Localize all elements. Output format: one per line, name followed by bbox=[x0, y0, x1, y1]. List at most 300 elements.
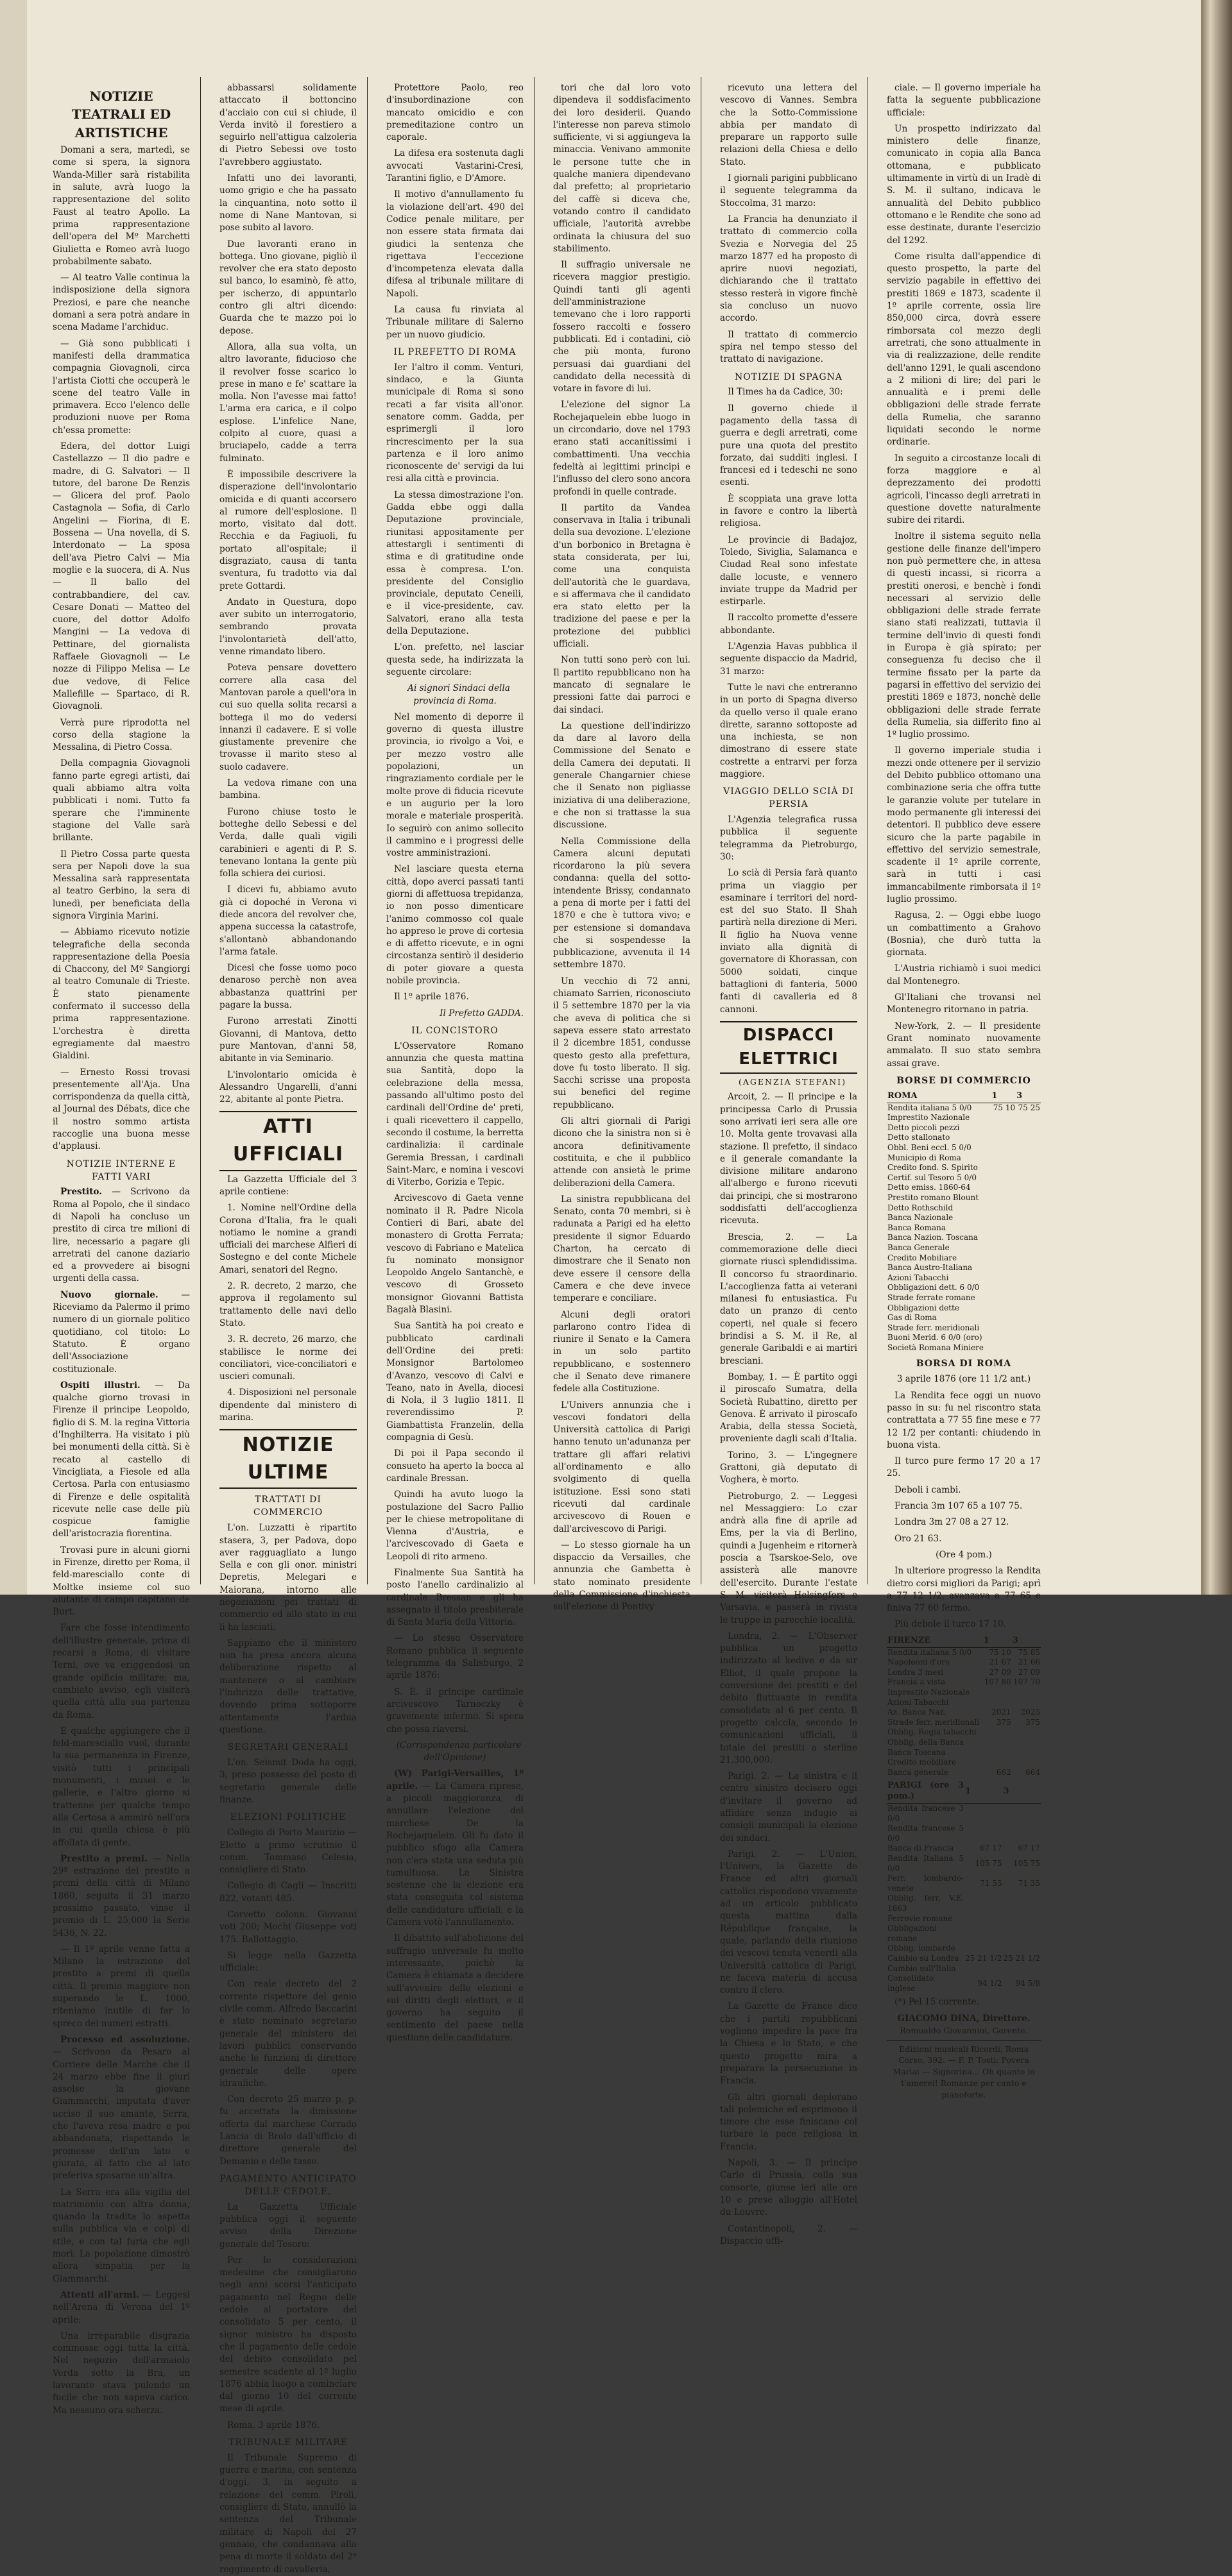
quote-label: Rendita italiana 5 0/0 bbox=[887, 1647, 972, 1657]
quote-label: Detto stallonato bbox=[887, 1133, 950, 1142]
paragraph: 4. Disposizioni nel personale dipendente dal ministero di marina. bbox=[219, 1387, 357, 1423]
table-row bbox=[887, 1343, 1041, 1353]
paragraph: Il trattato di commercio spira nel tempo stesso del trattato di navigazione. bbox=[720, 329, 857, 365]
quote-value: 71 35 bbox=[1018, 1879, 1040, 1888]
paragraph: Il governo chiede il pagamento della tassa di guerra e degli arretrati, come pure una quota del prestito forzato, dai sudditi inglesi. I francesi ed i tedeschi ne sono esenti. bbox=[720, 403, 857, 488]
quote-value: 664 bbox=[1025, 1767, 1040, 1777]
quote-value bbox=[1016, 1233, 1041, 1243]
column-5 bbox=[720, 82, 857, 2246]
column-4 bbox=[553, 82, 690, 1613]
section-title-latest-news: NOTIZIE ULTIME bbox=[219, 1429, 357, 1489]
paragraph: Tutte le navi che entreranno in un porto di Spagna diverso da quello verso il quale erano dirette, saranno sottoposte ad una inchiesta, se non dimostrano di essere state costrette a entrarvi per forza maggiore. bbox=[720, 682, 857, 780]
paragraph: L'Osservatore Romano annunzia che questa mattina sua Santità, dopo la celebrazione della messa, passando all'ultimo posto del cardinali dell'Ordine de' preti, i quali ricevettero il cappello, secondo il costume, la berretta cardinalizia: il cardinale Geremia Bressan, i cardinali Saint-Marc, e nomina i vescovi di Viterbo, Gorizia e Tepic. bbox=[386, 1040, 524, 1188]
table-row bbox=[887, 1303, 1041, 1314]
quote-value bbox=[1012, 1758, 1041, 1768]
quote-value: 2025 bbox=[1020, 1707, 1040, 1717]
paragraph: Alcuni degli oratori parlarono contro l'idea di riunire il Senato e la Camera in un solo partito repubblicano, e sostennero che il Senato deve rimanere fedele alla Costituzione. bbox=[553, 1309, 690, 1394]
table-header: 1 bbox=[991, 1090, 1016, 1103]
paragraph: 1. Nomine nell'Ordine della Corona d'Italia, fra le quali notiamo le nomine a grandi ufficiali dei marchese Alfieri di Sostegno e del conte Michele Amari, senatori del Regno. bbox=[219, 1203, 357, 1275]
news-lead: Attenti all'armi. bbox=[60, 2289, 139, 2300]
paragraph: Poteva pensare dovettero correre alla casa del Mantovan parole a quell'ora in cui suo quella solita recarsi a bottega il mo do vedersi innanzi il cadavere. E si volle giustamente prevenire che trovasse il marito steso al suolo cadavere. bbox=[219, 663, 357, 772]
paragraph: L'Univers annunzia che i vescovi fondatori della Università cattolica di Parigi hanno tenuto un'adunanza per trattare gli affari relativi all'ordinamento e allo svolgimento di quella istituzione. Essi sono stati ricevuti dal cardinale arcivescovo di Rouen e dall'arcivescovo di Parigi. bbox=[553, 1400, 690, 1534]
news-item bbox=[53, 1853, 190, 1940]
quote-value bbox=[1016, 1273, 1041, 1284]
paragraph: Con decreto 25 marzo p. p. fu accettata la dimissione offerta dal marchese Corrado Lancia di Brolo dall'ufficio di direttore generale del Demanio e delle tasse. bbox=[219, 2094, 357, 2167]
book-spine bbox=[1201, 0, 1232, 1595]
quote-value bbox=[991, 1163, 1016, 1173]
news-body: — Scrivono da Roma al Popolo, che il sindaco di Napoli ha concluso un prestito di circa tre milioni di lire, necessario a pagare gli arretrati del canone daziario ed a provvedere ai bisogni urgenti della cassa. bbox=[53, 1187, 190, 1284]
quote-value: 27 09 bbox=[989, 1667, 1011, 1677]
paragraph: Il motivo d'annullamento fu la violazione dell'art. 490 del Codice penale militare, per non essere stata firmata dai giudici la sentenza che rigettava l'eccezione d'incompetenza elevata dalla difesa al tribunale militare di Napoli. bbox=[386, 189, 524, 299]
subheading: TRATTATI DI COMMERCIO bbox=[253, 1495, 323, 1518]
paragraph: Londra 3m 27 08 a 27 12. bbox=[894, 1517, 1009, 1528]
subheading: IL PREFETTO DI ROMA bbox=[393, 346, 517, 357]
paragraph: tori che dal loro voto dipendeva il soddisfacimento dei loro desiderii. Quando l'interesse non pareva stimolo sufficiente, vi si aggiungeva la minaccia. Venivano ammonite le persone tutte che in qualche maniera dipendevano dal prefetto; al proprietario del caffè si diceva che, votando contro il candidato ufficiale, l'autorità avrebbe ordinata la chiusura del suo stabilimento. bbox=[553, 83, 690, 254]
paragraph: Nel momento di deporre il governo di questa illustre provincia, io rivolgo a Voi, e per mezzo vostro alle popolazioni, un ringraziamento cordiale per le molte prove di fiducia ricevute e un augurio per la loro morale e materiale prosperità. Io seguirò con animo sollecito il cammino e i progressi delle vostre amministrazioni. bbox=[386, 711, 524, 859]
dispatch: Parigi, 2. — La sinistra e il centro sinistro decisero oggi d'invitare il governo ad affidare senza indugio ai consigli municipali la elezione dei sindaci. bbox=[720, 1771, 857, 1843]
table-header: ROMA bbox=[887, 1090, 991, 1103]
paragraph: Collegio di Porto Maurizio — Eletto a primo scrutinio il comm. Tommaso Celesia, consigliere di Stato. bbox=[219, 1827, 357, 1876]
table-row bbox=[887, 1727, 1041, 1738]
quote-label: Francia a vista bbox=[887, 1677, 946, 1687]
paragraph: Trovasi pure in alcuni giorni in Firenze, diretto per Roma, il feld-maresciallo conte di Moltke insieme col suo aiutante di campo capitano de Burt. bbox=[53, 1545, 190, 1618]
paragraph: Il governo imperiale studia i mezzi onde ottenere per il servizio del Debito pubblico ottomano una combinazione seria che offra tutte le garanzie volute per tutelare in modo permanente gli interessi dei detentori. Il pubblico deve essere sicuro che la parte pagabile in effettivo del servizio semestrale, scadente il 1º aprile corrente, sarà in tutti i casi immancabilmente rimborsata il 1º luglio prossimo. bbox=[887, 745, 1041, 904]
paragraph: Fare che fosse intendimento dell'illustre generale, prima di recarsi a Roma, di visitare Terni, ove va eriggendosi un grande opificio militare; ma, cambiato avviso, egli visiterà quella città alla sua partenza da Roma. bbox=[53, 1623, 190, 1720]
quote-label: Banca Nazion. Toscana bbox=[887, 1233, 978, 1242]
table-header: FIRENZE bbox=[887, 1635, 982, 1647]
quote-value bbox=[1016, 1253, 1041, 1264]
paragraph: Domani a sera, martedì, se come si spera, la signora Wanda-Miller sarà ristabilita in salute, avrà luogo la rappresentazione del solito Faust al teatro Apollo. La prima rappresentazione dell'opera del Mº Marchetti Giulietta e Romeo avrà luogo probabilmente sabato. bbox=[53, 145, 190, 267]
quote-value bbox=[1012, 1727, 1041, 1738]
news-lead: Processo ed assoluzione. bbox=[60, 2034, 190, 2045]
quote-value bbox=[991, 1343, 1016, 1353]
table-row bbox=[887, 1738, 1041, 1748]
paragraph: Oro 21 63. bbox=[894, 1533, 942, 1544]
quote-value bbox=[964, 1894, 1002, 1913]
quote-value bbox=[982, 1738, 1011, 1748]
paragraph: La vedova rimane con una bambina. bbox=[219, 778, 357, 801]
quote-value bbox=[1003, 1894, 1041, 1913]
column-3 bbox=[386, 82, 524, 2043]
paragraph: Deboli i cambi. bbox=[894, 1484, 961, 1495]
paragraph: ricevuto una lettera del vescovo di Vannes. Sembra che la Sotto-Commissione abbia per mandato di preparare un rapporto sulle relazioni della Chiesa e dello Stato. bbox=[720, 83, 857, 167]
table-row bbox=[887, 1123, 1041, 1133]
quote-value bbox=[991, 1253, 1016, 1264]
paragraph: Edera, del dottor Luigi Castellazzo — Il dio padre e madre, di G. Salvatori — Il tutore, del barone De Renzis — Glicera del prof. Paolo Castagnola — Sofia, di Carlo Angelini — Fiorina, di E. Bossena — Una novella, di S. Interdonato — La sposa dell'ava Pietro Calvi — Mia moglie e la suocera, di A. Nus — Il ballo del contrabbandiere, del cav. Cesare Donati — Matteo del cuore, del dottor Adolfo Mangini — La vedova di Pettinare, del giornalista Raffaele Giovagnoli — Le nozze di Filippo Melisa — Le due vedove, di Felice Mallefille — Spartaco, di R. Giovagnoli. bbox=[53, 441, 190, 712]
paragraph: Nel lasciare questa eterna città, dopo averci passati tanti giorni di affettuosa trepidanza, io non posso dimenticare l'animo commosso col quale ho appreso le prove di cortesia e di affetto ricevute, e in ogni circostanza sentirò il desiderio di poter giovare a questa nobile provincia. bbox=[386, 864, 524, 987]
quote-value bbox=[1003, 1914, 1041, 1924]
dispatch: Arcoit, 2. — Il principe e la principessa Carlo di Prussia sono arrivati ieri sera alle ore 10. Molta gente trovavasi alla stazione. Il prefetto, il sindaco e il generale comandante la divisione militare andarono all'albergo e furono ricevuti dai principi, che si mostrarono soddisfatti dell'accoglienza ricevuta. bbox=[720, 1092, 857, 1226]
subheading: TRIBUNALE MILITARE bbox=[228, 2437, 348, 2448]
section-title-internal-news: NOTIZIE INTERNE E FATTI VARI bbox=[66, 1158, 176, 1182]
paragraph: Allora, alla sua volta, un altro lavorante, fiducioso che il revolver fosse scarico lo prese in mano e fe' scattare la molla. Non l'avesse mai fatto! L'arma era carica, e il colpo esplose. L'infelice Nane, colpito al cuore, quasi a bruciapelo, cadde a terra fulminato. bbox=[219, 341, 357, 464]
quote-value: 375 bbox=[1025, 1717, 1040, 1727]
column-6 bbox=[887, 82, 1041, 2099]
paragraph: È scoppiata una grave lotta in favore e contro la libertà religiosa. bbox=[720, 493, 857, 529]
quote-value bbox=[991, 1223, 1016, 1233]
quote-label: Banca di Francia bbox=[887, 1843, 954, 1853]
dispatch: Torino, 3. — L'ingegnere Grattoni, già deputato di Voghera, è morto. bbox=[720, 1450, 857, 1486]
quote-value bbox=[964, 1804, 1002, 1824]
quote-label: Detto Rothschild bbox=[887, 1203, 954, 1212]
paragraph: L'on. Seismit Doda ha oggi, 3, preso possesso del posto di segretario generale delle finanze. bbox=[219, 1758, 357, 1806]
quote-label: Imprestito Nazionale bbox=[887, 1113, 970, 1123]
paragraph: (*) Pel 15 corrente. bbox=[894, 1997, 980, 2008]
quote-label: Obbligazioni romane bbox=[887, 1924, 937, 1943]
paragraph: Della compagnia Giovagnoli fanno parte egregi artisti, dai quali abbiamo altra volta pubblicati i nomi. Tutto fa sperare che l'imminente stagione del Valle sarà brillante. bbox=[53, 758, 190, 843]
paragraph: In ulteriore progresso la Rendita dietro corsi migliori da Parigi; aprì a 77 12 1/2, avanzava a 77 65 e finiva 77 60 fermo. bbox=[887, 1566, 1041, 1614]
dispatch: Parigi, 2. — L'Union, l'Univers, la Gazette de France ed altri giornali cattolici rispondono vivamente ad un articolo pubblicato questa mattina dalla République française, la quale, parlando della riunione dei vescovi tenuta venerdì alla Università cattolica di Parigi, ne faceva materia di accusa contro il clero. bbox=[720, 1849, 857, 1996]
news-item bbox=[53, 1380, 190, 1541]
table-header: 3 bbox=[1003, 1780, 1041, 1803]
quote-value bbox=[1016, 1163, 1041, 1173]
paragraph: Ier l'altro il comm. Venturi, sindaco, e la Giunta municipale di Roma si sono recati a far visita all'onor. senatore comm. Gadda, per esprimergli il loro rincrescimento per la sua partenza e il loro animo riconoscente de' servigi da lui resi alla città e provincia. bbox=[386, 362, 524, 484]
paragraph: Nella Commissione della Camera alcuni deputati ricordarono la più severa condanna: quella del sotto-intendente Brissy, condannato a pena di morte per i fatti del 1870 e che è tuttora vivo; e per estensione si domandava che si sospendesse la pubblicazione, avvenuta il 14 settembre 1870. bbox=[553, 836, 690, 970]
table-row bbox=[887, 1323, 1041, 1334]
paragraph: I dicevi fu, abbiamo avuto già ci dopoché in Verona vi diede ancora del revolver che, appena successa la catastrofe, s'allontanò abbandonando l'arma fatale. bbox=[219, 885, 357, 957]
quote-value: 662 bbox=[996, 1767, 1011, 1777]
dispatch: Brescia, 2. — La commemorazione delle dieci giornate riuscì splendidissima. Il concorso fu straordinario. L'accoglienza fatta ai veterani milanesi fu entusiastica. Fu dato un pranzo di cento coperti, nel quale si fecero brindisi a S. M. il Re, al generale Garibaldi e ai martiri bresciani. bbox=[720, 1232, 857, 1366]
quote-value bbox=[991, 1333, 1016, 1343]
quote-value: 2021 bbox=[991, 1707, 1011, 1717]
news-item bbox=[53, 2034, 190, 2183]
quote-value bbox=[991, 1323, 1016, 1334]
quote-label: Ferrovie romane bbox=[887, 1913, 953, 1923]
table-row bbox=[887, 1964, 1041, 1974]
subheading: PAGAMENTO ANTICIPATO DELLE CEDOLE. bbox=[219, 2173, 357, 2197]
paragraph: Andato in Questura, dopo aver subito un interrogatorio, sembrando provata l'involontarietà dell'atto, venne rimandato libero. bbox=[219, 597, 357, 657]
paragraph: Si legge nella Gazzetta ufficiale: bbox=[219, 1950, 357, 1974]
column-2 bbox=[219, 82, 357, 2575]
quote-value bbox=[982, 1748, 1011, 1758]
quote-label: Obblig. lombarde bbox=[887, 1944, 955, 1953]
table-row bbox=[887, 1944, 1041, 1954]
quote-value bbox=[1016, 1153, 1041, 1164]
table-row bbox=[887, 1213, 1041, 1223]
dispatch: Gli altri giornali deplorano tali polemiche ed esprimono il timore che esse finiscano col turbare la pace religiosa in Francia. bbox=[720, 2092, 857, 2152]
quote-label: Strade ferr. meridionali bbox=[887, 1717, 980, 1727]
table-row bbox=[887, 1874, 1041, 1894]
quote-value bbox=[1012, 1738, 1041, 1748]
paragraph: Infatti uno dei lavoranti, uomo grigio e che ha passato la cinquantina, noto sotto il nome di Nane Mantovan, si pose subito al lavoro. bbox=[219, 173, 357, 233]
subheading: NOTIZIE DI SPAGNA bbox=[734, 371, 843, 382]
paragraph: New-York, 2. — Il presidente Grant nominato nuovamente ammalato. Il suo stato sembra assai grave. bbox=[887, 1021, 1041, 1069]
table-row bbox=[887, 1293, 1041, 1303]
table-row bbox=[887, 1698, 1041, 1708]
paragraph: — Al teatro Valle continua la indisposizione della signora Preziosi, e pare che neanche domani a sera potrà andare in scena Madame l'archiduc. bbox=[53, 273, 190, 333]
table-row bbox=[887, 1263, 1041, 1273]
quote-label: Gas di Roma bbox=[887, 1313, 937, 1323]
paragraph: La questione dell'indirizzo da dare al lavoro della Commissione del Senato e della Camera dei deputati. Il generale Changarnier chiese che il Senato non pigliasse iniziativa di una deliberazione, e che non si trattasse la sua discussione. bbox=[553, 720, 690, 831]
paragraph: Il Pietro Cossa parte questa sera per Napoli dove la sua Messalina sarà rappresentata al teatro Gerbino, la sera di lunedì, per beneficiata della signora Virginia Marini. bbox=[53, 849, 190, 921]
quote-value bbox=[1016, 1303, 1041, 1314]
quote-label: Rendita francese 5 0/0 bbox=[887, 1824, 964, 1843]
paragraph: Più debole il turco 17 10. bbox=[894, 1619, 1007, 1630]
quote-value bbox=[1016, 1173, 1041, 1183]
column-rule bbox=[200, 77, 201, 1584]
parigi-quotes-table bbox=[887, 1780, 1041, 1994]
quote-label: Municipio di Roma bbox=[887, 1153, 961, 1162]
column-rule bbox=[367, 77, 368, 1584]
paragraph: (Ore 4 pom.) bbox=[936, 1549, 992, 1560]
table-row bbox=[887, 1854, 1041, 1874]
quote-label: Detto emiss. 1860-64 bbox=[887, 1183, 971, 1192]
table-row bbox=[887, 1677, 1041, 1688]
paragraph: Francia 3m 107 65 a 107 75. bbox=[894, 1501, 1023, 1512]
quote-value bbox=[991, 1233, 1016, 1243]
table-row bbox=[887, 1283, 1041, 1293]
quote-value: 21 66 bbox=[1018, 1657, 1040, 1667]
paragraph: Per le considerazioni medesime che consigliarono negli anni scorsi l'anticipato pagamento nel Regno delle cedole al portatore del consolidato 5 per cento, il signor ministro ha disposto che il pagamento delle cedole del debito consolidato pel semestre scadente al 1º luglio 1876 abbia luogo a cominciare dal giorno 10 del corrente mese di aprile. bbox=[219, 2255, 357, 2414]
quote-value bbox=[991, 1113, 1016, 1123]
table-row bbox=[887, 1974, 1041, 1994]
paragraph: Lo scià di Persia farà quanto prima un viaggio per esaminare i territori del nord-est del suo Stato. Il Shah partirà nella direzione di Meri. Il figlio ha Nuova venne inviato alla dignità di governatore di Khorassan, con 5000 soldati, cinque battaglioni di fanteria, 5000 fanti di cavalleria ed 8 cannoni. bbox=[720, 868, 857, 1015]
subheading: SEGRETARI GENERALI bbox=[227, 1742, 349, 1753]
paragraph: Un vecchio di 72 anni, chiamato Sarrien, riconosciuto il 5 settembre 1870 per la via che aveva di politica che si sapeva essere stato arrestato il 2 dicembre 1851, condusse questo gesto alla prefettura, dove fu tosto liberato. Il sig. Sacchi scrisse una proposta sui benefici del regime repubblicano. bbox=[553, 976, 690, 1110]
paragraph: ciale. — Il governo imperiale ha fatta la seguente pubblicazione ufficiale: bbox=[887, 83, 1041, 118]
paragraph: La Serra era alla vigilia del matrimonio con altra donna, quando la tradita lo aspetta sulla pubblica via e colpì di stile, e con tal furia che egli morì. La popolazione dimostrò allora simpatia per la Giammarchi. bbox=[53, 2187, 190, 2284]
quote-label: Banca Generale bbox=[887, 1242, 950, 1252]
quote-value bbox=[1016, 1333, 1041, 1343]
table-header: 1 bbox=[982, 1635, 1011, 1647]
paragraph: Il Tribunale Supremo di guerra e marina, con sentenza d'oggi, 3, in seguito a relazione del comm. Piroli, consigliere di Stato, annullò la sentenza del Tribunale militare di Napoli del 27 gennaio, che condannava alla pena di morte il soldato del 2º reggimento di cavalleria, bbox=[219, 2452, 357, 2575]
quote-value bbox=[1003, 1964, 1041, 1974]
paragraph: Un prospetto indirizzato dal ministero delle finanze, comunicato in copia alla Banca ottomana, e pubblicato ultimamente in virtù di un Iradè di S. M. il sultano, indicava le annualità del Debito pubblico ottomano e le Rendite che sono ad esse destinate, durante l'esercizio del 1292. bbox=[887, 123, 1041, 246]
quote-value bbox=[1003, 1924, 1041, 1944]
quote-value bbox=[1016, 1223, 1041, 1233]
table-row bbox=[887, 1688, 1041, 1698]
quote-value bbox=[1016, 1123, 1041, 1133]
table-row bbox=[887, 1193, 1041, 1203]
paragraph: Il suffragio universale ne ricevera maggior prestigio. Quindi tanti gli agenti dell'amministrazione temevano che i loro rapporti fossero raccolti e fossero pubblicati. Ed i contadini, ciò che più monta, furono persuasi dai guardiani del candidato della necessità di votare in favore di lui. bbox=[553, 260, 690, 394]
paragraph: Sappiamo che il ministero non ha presa ancora alcuna deliberazione rispetto al mantenere o al cambiare l'indirizzo delle trattative, dovendo prima sottoporre attentamente l'ardua questione. bbox=[219, 1638, 357, 1735]
quote-label: Banca generale bbox=[887, 1767, 948, 1777]
paragraph: È impossibile descrivere la disperazione dell'involontario omicida e di quanti accorsero al rumore dell'esplosione. Il morto, visitato dal dott. Recchia e da Fagiuoli, fu portato all'ospitale; il disgraziato, causa di tanta sventura, fu tradotto via dal prete Gottardi. bbox=[219, 469, 357, 591]
paragraph: Corvetto colonn. Giovanni voti 200; Mochi Giuseppe voti 175. Ballottaggio. bbox=[219, 1909, 357, 1945]
firenze-quotes-table bbox=[887, 1635, 1041, 1778]
quote-value: 94 1/2 bbox=[977, 1978, 1002, 1988]
paragraph: 3. R. decreto, 26 marzo, che stabilisce le norme dei conciliatori, vice-conciliatori e uscieri comunali. bbox=[219, 1334, 357, 1382]
paragraph: La causa fu rinviata al Tribunale militare di Salerno per un nuovo giudicio. bbox=[386, 305, 524, 340]
masthead-credits bbox=[887, 2013, 1041, 2037]
paragraph: — Il 1º aprile venne fatta a Milano la estrazione del prestito a premi di quella città. Il premio maggiore non superando le L. 1000, riteniamo inutile di far lo spreco dei numeri estratti. bbox=[53, 1944, 190, 2029]
news-body: — La Camera riprese, a piccoli maggioranza, di annullare l'elezione del marchese De la Rochejaquelein. Gli fu dato il pubblico sfogo alla Camera non c'era stata una seduta più tumultuosa. La Sinistra sostenne che la elezione era stata conseguita col sistema delle candidature ufficiali, e la Camera votò l'annullamento. bbox=[386, 1781, 524, 1928]
agency-label: (AGENZIA STEFANI) bbox=[739, 1076, 846, 1087]
quote-value bbox=[991, 1273, 1016, 1284]
quote-label: Imprestito Nazionale bbox=[887, 1687, 970, 1697]
quote-label: Obbligazioni dette bbox=[887, 1303, 960, 1312]
quote-value bbox=[1016, 1183, 1041, 1193]
paragraph: S. E. il principe cardinale arcivescovo Tarnoczky è gravemente infermo. Si spera che possa riaversi. bbox=[386, 1686, 524, 1734]
quote-label: Az. Banca Naz. bbox=[887, 1707, 946, 1717]
paragraph: abbassarsi solidamente attaccato il bottoncino d'acciaio con cui si chiude, il Verda invitò il forestiero a seguirlo nell'attigua calzoleria di Pietro Sebessi ove tosto l'avrebbero aggiustato. bbox=[219, 83, 357, 167]
quote-value: 71 55 bbox=[980, 1879, 1002, 1888]
paragraph: Il raccolto promette d'essere abbondante. bbox=[720, 613, 857, 636]
news-lead: Prestito. bbox=[60, 1187, 102, 1198]
table-row bbox=[887, 1718, 1041, 1728]
paragraph: Dicesi che fosse uomo poco denaroso perchè non avea abbastanza quattrini per pagare la bussa. bbox=[219, 963, 357, 1011]
table-row bbox=[887, 1748, 1041, 1758]
quote-value bbox=[991, 1133, 1016, 1143]
paragraph: Come risulta dall'appendice di questo prospetto, la parte del servizio pagabile in effettivo dei prestiti 1869 e 1873, scadente il 1º aprile corrente, ossia lire 850,000 circa, dovrà essere rimborsata col mezzo degli arretrati, che sono attualmente in via di realizzazione, delle rendite dell'anno 1291, le quali ascendono a 2 milioni di lire; del pari le annualità e i premi delle obbligazioni delle strade ferrate della Rumelia, che saranno liquidati secondo le norme ordinarie. bbox=[887, 251, 1041, 448]
quote-label: Obbligazioni dett. 6 0/0 bbox=[887, 1283, 980, 1292]
subheading: IL CONCISTORO bbox=[411, 1025, 499, 1036]
paragraph: Verrà pure riprodotta nel corso della stagione la Messalina, di Pietro Cossa. bbox=[53, 717, 190, 753]
table-row bbox=[887, 1843, 1041, 1854]
quote-label: Prestito romano Blount bbox=[887, 1192, 979, 1202]
table-row bbox=[887, 1163, 1041, 1173]
manager-name: Romualdo Giovannini, Gerente. bbox=[900, 2025, 1028, 2035]
quote-label: Credito Mobiliare bbox=[887, 1253, 957, 1262]
quote-value bbox=[991, 1143, 1016, 1153]
table-row bbox=[887, 1133, 1041, 1143]
quote-value bbox=[1016, 1143, 1041, 1153]
quote-value bbox=[1003, 1824, 1041, 1843]
column-1 bbox=[53, 82, 191, 2416]
table-row bbox=[887, 1243, 1041, 1253]
paragraph: Gli altri giornali di Parigi dicono che la sinistra non si è ancora definitivamente costituita, e che il pubblico attende con ansietà le prime deliberazioni della Camera. bbox=[553, 1116, 690, 1189]
quote-value bbox=[991, 1153, 1016, 1164]
section-title-stock-exchange: BORSE DI COMMERCIO bbox=[896, 1075, 1031, 1086]
quote-label: Obblig. Regia tabacchi bbox=[887, 1727, 977, 1737]
quote-value bbox=[1016, 1263, 1041, 1273]
paragraph: (Corrispondenza particolare dell'Opinione) bbox=[396, 1740, 522, 1763]
quote-value: 105 75 bbox=[975, 1858, 1002, 1868]
column-rule bbox=[534, 77, 535, 1584]
table-row bbox=[887, 1113, 1041, 1123]
news-body: — Nella 29ª estrazione del prestito a premi della città di Milano 1860, seguita il 31 marzo prossimo passato, vinse il premio di L. 25,000 la Serie 5436, N. 22. bbox=[53, 1853, 191, 1938]
paragraph: Il dibattito sull'abolizione del suffragio universale fu molto interessante, poichè la Camera è chiamata a decidere sull'avvenire delle elezioni e sui diritti degli elettori, e il governo ha seguito il sentimento del paese nella questione delle candidature. bbox=[386, 1933, 524, 2043]
quote-value: 107 80 bbox=[984, 1677, 1011, 1687]
paragraph: L'on. Luzzatti è ripartito stasera, 3, per Padova, dopo aver ragguagliato a lungo Sella e con gli onor. ministri Depretis, Melegari e Maiorana, intorno alle negoziazioni pei trattati di commercio ed allo stato in cui li ha lasciati. bbox=[219, 1523, 357, 1632]
quote-label: Ferr. lombardo-venete bbox=[887, 1874, 964, 1893]
quote-value bbox=[1016, 1213, 1041, 1223]
paragraph: Collegio di Cagli — Inscritti 822, votanti 485. bbox=[219, 1881, 357, 1904]
quote-label: Strade ferrate romane bbox=[887, 1292, 975, 1302]
quote-value bbox=[1016, 1243, 1041, 1253]
news-lead: Nuovo giornale. bbox=[60, 1289, 158, 1300]
quote-value: 75 10 bbox=[993, 1103, 1016, 1112]
table-header: 1 bbox=[964, 1780, 1002, 1803]
quote-value: 25 21 1/2 bbox=[965, 1953, 1002, 1963]
quote-value bbox=[991, 1173, 1016, 1183]
paragraph: Ragusa, 2. — Oggi ebbe luogo un combattimento a Grahovo (Bosnia), che durò tutta la giornata. bbox=[887, 910, 1041, 958]
table-row bbox=[887, 1894, 1041, 1913]
quote-value bbox=[964, 1824, 1002, 1843]
paragraph: — Ernesto Rossi trovasi presentemente all'Aja. Una corrispondenza da quella città, al Journal des Débats, dice che il nostro sommo artista raccoglie una buona messe d'applausi. bbox=[53, 1067, 190, 1152]
paragraph: La difesa era sostenuta dagli avvocati Vastarini-Cresi, Tarantini figlio, e D'Amore. bbox=[386, 148, 524, 184]
page-left-edge bbox=[0, 0, 27, 1595]
quote-value: 94 5/8 bbox=[1015, 1978, 1040, 1988]
paragraph: La sinistra repubblicana del Senato, conta 70 membri, si è radunata a Parigi ed ha eletto presidente il signor Eduardo Charton, ha cercato di dimostrare che il Senato non deve essere il censore della Camera e che deve invece temperare e conciliare. bbox=[553, 1194, 690, 1304]
paragraph: La stessa dimostrazione l'on. Gadda ebbe oggi dalla Deputazione provinciale, riunitasi appositamente per attestargli i sentimenti di stima e di gratitudine onde essa è compresa. L'on. presidente del Consiglio provinciale, deputato Ceneili, e il vice-presidente, cav. Salvatori, erano alla testa della Deputazione. bbox=[386, 489, 524, 637]
quote-value: 75 25 bbox=[1018, 1103, 1040, 1112]
table-row bbox=[887, 1153, 1041, 1164]
paragraph: 2. R. decreto, 2 marzo, che approva il regolamento sul trattamento delle navi dello Stato. bbox=[219, 1281, 357, 1328]
quote-value bbox=[991, 1293, 1016, 1303]
paragraph: Il Times ha da Cadice, 30: bbox=[728, 387, 843, 398]
paragraph: Non tutti sono però con lui. Il partito repubblicano non ha mancato di segnalare le pressioni fatte dai parroci e dai sindaci. bbox=[553, 655, 690, 715]
news-item bbox=[386, 1768, 524, 1929]
table-row bbox=[887, 1273, 1041, 1284]
quote-label: Londra 3 mesi bbox=[887, 1667, 944, 1677]
table-row bbox=[887, 1103, 1041, 1113]
paragraph: Il turco pure fermo 17 20 a 17 25. bbox=[887, 1456, 1041, 1479]
paragraph: Furono arrestati Zinotti Giovanni, di Mantova, detto pure Mantovan, d'anni 58, abitante in via Seminario. bbox=[219, 1016, 357, 1064]
quote-label: Obblig. della Banca bbox=[887, 1737, 964, 1747]
quote-label: Banca Nazionale bbox=[887, 1213, 954, 1223]
dispatch: Pietroburgo, 2. — Leggesi nel Messaggiero: Lo czar andrà alla fine di aprile ad Ems, per la via di Berlino, quindi a Jugenheim e ritornerà poscia a Tsarskoe-Selo, ove assisterà alle manovre dell'esercito. Durante l'estate S. M. visiterà Helsingfors e Varsavia, e passerà in rivista le truppe in parecchie località. bbox=[720, 1491, 857, 1625]
paragraph: Furono chiuse tosto le botteghe dello Sebessi e del Verda, dalle quali vigili carabinieri e agenti di P. S. tenevano lontana la gente più folla schiera dei curiosi. bbox=[219, 806, 357, 879]
quote-value: 105 75 bbox=[1013, 1858, 1040, 1868]
paragraph: L'Agenzia telegrafica russa pubblica il seguente telegramma da Pietroburgo, 30: bbox=[720, 815, 857, 862]
news-body: — Da qualche giorno trovasi in Firenze il principe Leopoldo, figlio di S. M. la regina Vittoria d'Inghilterra. Ha visitato i più bei monumenti della città. Si è recato al castello di Vincigliata, a Fiesole ed alla Certosa. Parla con entusiasmo di Firenze e delle ospitalità ricevute nelle case delle più cospicue famiglie dell'aristocrazia fiorentina. bbox=[53, 1380, 190, 1539]
quote-value: 67 17 bbox=[980, 1843, 1002, 1853]
subheading: ELEZIONI POLITICHE bbox=[230, 1812, 346, 1823]
quote-value bbox=[964, 1944, 1002, 1954]
quote-value bbox=[964, 1914, 1002, 1924]
paragraph: L'on. prefetto, nel lasciar questa sede, ha indirizzata la seguente circolare: bbox=[386, 642, 524, 677]
quote-value bbox=[1012, 1688, 1041, 1698]
quote-value bbox=[991, 1283, 1016, 1293]
paragraph: Due lavoranti erano in bottega. Uno giovane, pigliò il revolver che era stato deposto sul banco, lo esaminò, fè atto, per ischerzo, di appuntarlo contro gli altri dicendo: Guarda che te mazzo poi lo depose. bbox=[219, 239, 357, 336]
table-row bbox=[887, 1758, 1041, 1768]
table-row bbox=[887, 1824, 1041, 1843]
paragraph: L'involontario omicida è Alessandro Ungarelli, d'anni 22, abitante al ponte Pietra. bbox=[219, 1069, 357, 1105]
paragraph: Una irreparabile disgrazia commosse oggi tutta la città. Nel negozio dell'armaiolo Verda sotto la Bra, un lavorante stava pulendo un fucile che non sapeva carico. Ma nessuno ora scherza. bbox=[53, 2330, 190, 2416]
table-row bbox=[887, 1804, 1041, 1824]
quote-value bbox=[1016, 1313, 1041, 1323]
quote-value bbox=[991, 1243, 1016, 1253]
paragraph: Quindi ha avuto luogo la postulazione del Sacro Pallio per le chiese metropolitane di Vienna d'Austria, e l'arcivescovado di Gaeta e Leopoli di rito armeno. bbox=[386, 1489, 524, 1562]
quote-label: Napoleoni d'oro bbox=[887, 1657, 950, 1667]
quote-label: Azioni Tabacchi bbox=[887, 1697, 949, 1707]
quote-value bbox=[1012, 1748, 1041, 1758]
paragraph: Finalmente Sua Santità ha posto l'anello cardinalizio al cardinale Bressan e gli ha assegnato il titolo presbiterale di Santa Maria della Vittoria. bbox=[386, 1568, 524, 1628]
dispatch: Napoli, 3. — Il principe Carlo di Prussia, colla sua consorte, giunse ieri alle ore 10 e prese alloggio all'Hotel du Louvre. bbox=[720, 2158, 857, 2218]
paragraph: La Rendita fece oggi un nuovo passo in su: fu nel riscontro stata contrattata a 77 55 fine mese e 77 12 1/2 per contanti: chiudendo in buona vista. bbox=[887, 1390, 1041, 1450]
quote-label: Credito mobiliare bbox=[887, 1758, 957, 1767]
quote-value: 21 67 bbox=[989, 1657, 1011, 1667]
quote-label: Rendita italiana 5 0/0 bbox=[887, 1103, 972, 1112]
roma-quotes-table bbox=[887, 1090, 1041, 1353]
subheading: VIAGGIO DELLO SCIÀ DI PERSIA bbox=[723, 786, 854, 810]
quote-label: Cambio sull'Italia bbox=[887, 1963, 956, 1973]
quote-label: Azioni Tabacchi bbox=[887, 1273, 949, 1282]
paragraph: Arcivescovo di Gaeta venne nominato il R. Padre Nicola Contieri di Bari, abate del monastero di Grotta Ferrata; vescovo di Fabriano e Matelica fu nominato monsignor Leopoldo Angelo Santanchè, e vescovo di Grosseto monsignor Giovanni Battista Bagalà Blasini. bbox=[386, 1193, 524, 1316]
quote-value bbox=[1016, 1113, 1041, 1123]
paragraph: Con reale decreto del 2 corrente rispettore del genio civile comm. Alfredo Baccarini è stato nominato segretario generale del ministero dei lavori pubblici conservando anche le funzioni di direttore generale delle opere idrauliche. bbox=[219, 1979, 357, 2089]
paragraph: E qualche aggiungere che il feld-maresciallo vuol, durante la sua permanenza in Firenze, visitò tutti i principali monumenti, i musei e le gallerie, e l'altro giorno si trattenne per qualche tempo alla Certosa a ammirò nell'ora in cui quella chiesa è più affollata di gente. bbox=[53, 1725, 190, 1848]
paragraph: Il 1º aprile 1876. bbox=[394, 992, 469, 1003]
news-lead: Prestito a premi. bbox=[60, 1853, 148, 1864]
quote-value: 25 21 1/2 bbox=[1003, 1953, 1040, 1963]
paragraph: L'elezione del signor La Rochejaquelein ebbe luogo in un circondario, dove nel 1793 erano stati accanitissimi i combattimenti. Una vecchia fedeltà ai legittimi principi e l'influsso del clero sono ancora profondi in quelle contrade. bbox=[553, 400, 690, 497]
paragraph: Protettore Paolo, reo d'insubordinazione con mancato omicidio e con premeditazione contro un caporale. bbox=[386, 83, 524, 143]
quote-value bbox=[1016, 1343, 1041, 1353]
paragraph: La Gazzetta Ufficiale del 3 aprile contiene: bbox=[219, 1174, 357, 1197]
quote-value: 27 09 bbox=[1018, 1667, 1040, 1677]
quote-label: Banca Romana bbox=[887, 1223, 946, 1232]
table-row bbox=[887, 1954, 1041, 1964]
quote-label: Cambio su Londra bbox=[887, 1953, 959, 1963]
table-row bbox=[887, 1203, 1041, 1214]
quote-value bbox=[991, 1263, 1016, 1273]
quote-label: Certif. sul Tesoro 5 0/0 bbox=[887, 1173, 977, 1182]
dispatch: Costantinopoli, 2. — Dispaccio uffi- bbox=[720, 2223, 857, 2246]
quote-label: Credito fond. S. Spirito bbox=[887, 1163, 978, 1173]
paragraph: — Già sono pubblicati i manifesti della drammatica compagnia Giovagnoli, circa l'artista Ciotti che occuperà le scene del teatro Valle in primavera. Ecco l'elenco delle produzioni nuove per Roma ch'essa promette: bbox=[53, 338, 190, 436]
